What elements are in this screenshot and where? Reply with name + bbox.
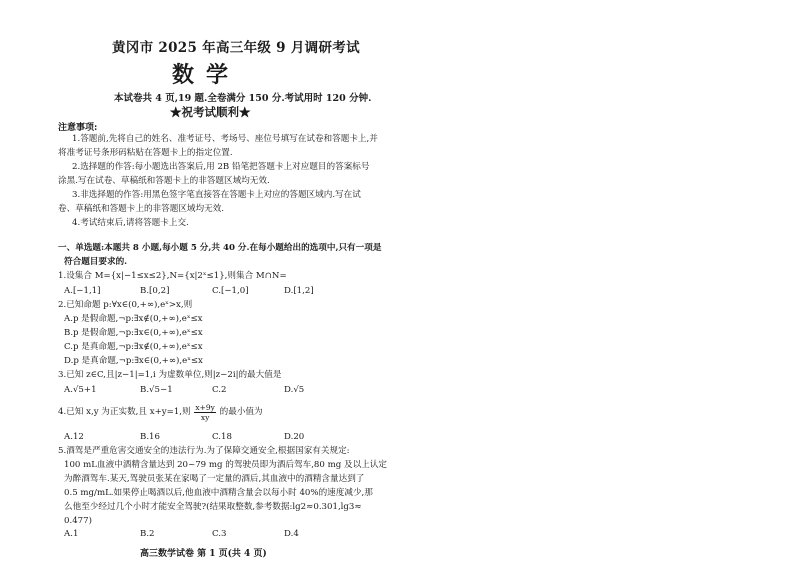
question-5-line: 为醉酒驾车.某天,驾驶员张某在家喝了一定量的酒后,其血液中的酒精含量达到了 (64, 474, 365, 484)
notice-line: 卷、草稿纸和答题卡上的非答题区域均无效. (58, 204, 225, 214)
option-b: B.16 (140, 432, 160, 442)
page-footer: 高三数学试卷 第 1 页(共 4 页) (140, 549, 267, 559)
option-c: C.p 是真命题,¬p:∃x∉(0,+∞),eˣ≤x (64, 342, 203, 352)
question-5-line: 0.5 mg/mL.如果停止喝酒以后,他血液中酒精含量会以每小时 40%的速度减少,那 (64, 488, 373, 498)
fraction-numerator: x+9y (195, 403, 215, 412)
option-a: A.12 (64, 432, 84, 442)
fraction (194, 403, 216, 422)
option-a: A.√5+1 (64, 385, 97, 395)
option-c: C.18 (212, 432, 232, 442)
section-title: 一、单选题:本题共 8 小题,每小题 5 分,共 40 分.在每小题给出的选项中,只有一项是 (58, 243, 382, 253)
question-5-line: 5.酒驾是严重危害交通安全的违法行为.为了保障交通安全,根据国家有关规定: (58, 446, 350, 456)
option-a: A.[−1,1] (64, 286, 101, 296)
question-5-option-row (64, 529, 324, 540)
option-b: B.[0,2] (140, 286, 170, 296)
notice-line: 3.非选择题的作答:用黑色签字笔直接答在答题卡上对应的答题区域内.写在试 (72, 190, 361, 200)
question-4-stem-after: 的最小值为 (219, 407, 263, 417)
option-a: A.1 (64, 529, 79, 539)
notice-title: 注意事项: (58, 123, 98, 133)
option-d: D.√5 (284, 385, 305, 395)
subject-title: 数学 (172, 62, 241, 88)
question-4-stem-before: 4.已知 x,y 为正实数,且 x+y=1,则 (58, 407, 191, 417)
notice-line: 涂黑.写在试卷、草稿纸和答题卡上的非答题区域均无效. (58, 176, 270, 186)
question-2-stem: 2.已知命题 p:∀x∈(0,+∞),eˣ>x,则 (58, 300, 193, 310)
option-c: C.2 (212, 385, 227, 395)
option-d: D.20 (284, 432, 305, 442)
good-luck-banner: ★祝考试顺利★ (170, 105, 251, 119)
section-title-cont: 符合题目要求的. (64, 257, 128, 267)
question-5-line: 0.477) (64, 516, 92, 526)
exam-title: 黄冈市 2025 年高三年级 9 月调研考试 (112, 40, 360, 56)
question-4-stem (58, 403, 263, 427)
question-3-stem: 3.已知 z∈C,且|z−1|=1,i 为虚数单位,则|z−2i|的最大值是 (58, 370, 282, 380)
option-d: D.p 是真命题,¬p:∃x∈(0,+∞),eˣ≤x (64, 356, 203, 366)
notice-line: 将准考证号条形码粘贴在答题卡上的指定位置. (58, 148, 233, 158)
question-1-stem: 1.设集合 M={x|−1≤x≤2},N={x|2ˣ≤1},则集合 M∩N= (58, 271, 287, 281)
notice-line: 2.选择题的作答:每小题选出答案后,用 2B 铅笔把答题卡上对应题目的答案标号 (72, 162, 370, 172)
option-b: B.√5−1 (140, 385, 173, 395)
option-c: C.[−1,0] (212, 286, 249, 296)
question-3-options (64, 385, 324, 396)
option-a: A.p 是假命题,¬p:∃x∉(0,+∞),eˣ≤x (64, 314, 203, 324)
question-1-options (64, 286, 324, 297)
option-b: B.2 (140, 529, 155, 539)
fraction-denominator: xy (200, 413, 210, 422)
question-5-line: 100 mL血液中酒精含量达到 20~79 mg 的驾驶员即为酒后驾车,80 mg 及以上认定 (64, 460, 387, 470)
question-4-options (64, 432, 324, 443)
notice-line: 4.考试结束后,请将答题卡上交. (72, 218, 189, 228)
option-c: C.3 (212, 529, 227, 539)
question-5-line: 么他至少经过几个小时才能安全驾驶?(结果取整数,参考数据:lg2≈0.301,lg3≈ (64, 502, 362, 512)
notice-line: 1.答题前,先将自己的姓名、准考证号、考场号、座位号填写在试卷和答题卡上,并 (72, 134, 378, 144)
exam-info: 本试卷共 4 页,19 题.全卷满分 150 分.考试用时 120 分钟. (114, 93, 372, 104)
option-d: D.4 (284, 529, 299, 539)
option-b: B.p 是假命题,¬p:∃x∈(0,+∞),eˣ≤x (64, 328, 203, 338)
option-d: D.[1,2] (284, 286, 314, 296)
